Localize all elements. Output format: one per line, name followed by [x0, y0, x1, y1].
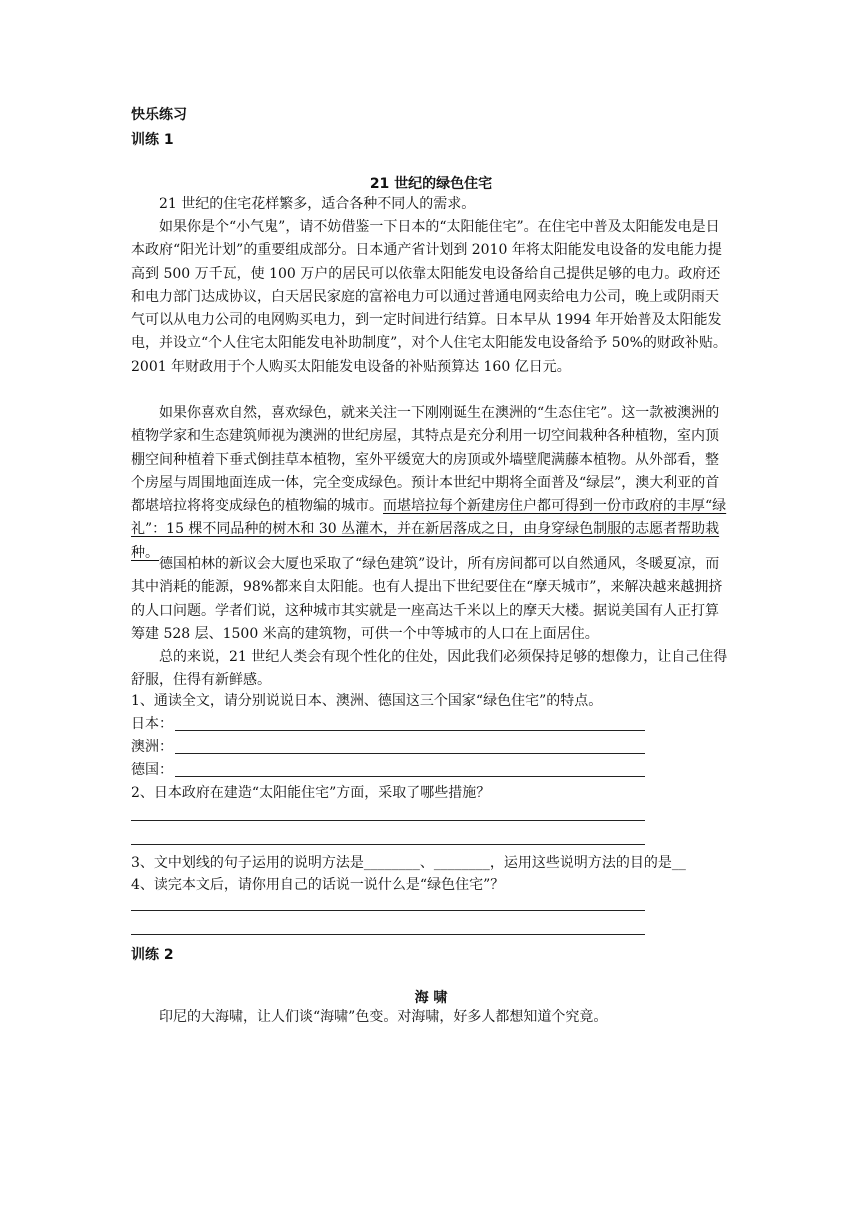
answer-row-australia [131, 736, 651, 759]
section-heading-practice: 快乐练习 [131, 107, 187, 123]
article-2-paragraph-1: 印尼的大海啸，让人们谈“海啸”色变。对海啸，好多人都想知道个究竟。 [159, 1009, 608, 1025]
section-heading-training-1: 训练 1 [131, 132, 174, 148]
answer-label-germany: 德国： [131, 762, 173, 778]
answer-label-japan: 日本： [131, 716, 173, 732]
paragraph-3-text: 如果你喜欢自然，喜欢绿色，就来关注一下刚刚诞生在澳洲的“生态住宅”。这一款被澳洲的植物学家和生态建筑师视为澳洲的世纪房屋，其特点是充分利用一切空间栽种各种植物，室内顶棚空间种植着下垂式倒挂草本植物，室外平缓宽大的房顶或外墙壁爬满藤本植物。从外部看，整个房屋与周围地面连成一体，完全变成绿色。预计本世纪中期将全面普及“绿层”，澳大利亚的首都堪培拉将将变成绿色的植物编的城市。 [131, 405, 720, 515]
article-paragraph-4: 德国柏林的新议会大厦也采取了“绿色建筑”设计，所有房间都可以自然通风，冬暖夏凉，而其中消耗的能源，98%都来自太阳能。也有人提出下世纪要住在“摩天城市”，来解决越来越拥挤的人口问题。学者们说，这种城市其实就是一座高达千米以上的摩天大楼。据说美国有人正打算筹建 528 层、1500 米高的建筑物，可供一个中等城市的人口在上面居住。 [131, 556, 723, 642]
question-2: 2、日本政府在建造“太阳能住宅”方面，采取了哪些措施？ [131, 785, 491, 801]
answer-line-germany[interactable] [175, 776, 645, 777]
answer-row-japan [131, 713, 651, 736]
answer-row-germany [131, 759, 651, 782]
answer-line-q2-2[interactable] [131, 844, 645, 845]
answer-label-australia: 澳洲： [131, 739, 173, 755]
underlined-sentence: 而堪培拉每个新建房住户都可得到一份市政府的丰厚“绿礼”：15 棵不同品种的树木和 30 丛灌木，并在新居落成之日，由身穿绿色制服的志愿者帮助栽种。 [131, 498, 727, 561]
answer-line-q4-1[interactable] [131, 910, 645, 911]
answer-line-q4-2[interactable] [131, 934, 645, 935]
article-2-title: 海 啸 [414, 990, 448, 1006]
article-paragraph-1: 21 世纪的住宅花样繁多，适合各种不同人的需求。 [159, 196, 476, 212]
answer-line-q2-1[interactable] [131, 820, 645, 821]
article-paragraph-2: 如果你是个“小气鬼”，请不妨借鉴一下日本的“太阳能住宅”。在住宅中普及太阳能发电是日本政府“阳光计划”的重要组成部分。日本通产省计划到 2010 年将太阳能发电设备的发电能力提高到 500 万千瓦，使 100 万户的居民可以依靠太阳能发电设备给自己提供足够的电力。政府还和电力部门达成协议，白天居民家庭的富裕电力可以通过普通电网卖给电力公司，晚上或阴雨天气可以从电力公司的电网购买电力，到一定时间进行结算。日本早从 1994 年开始普及太阳能发电，并设立“个人住宅太阳能发电补助制度”，对个人住宅太阳能发电设备给予 50%的财政补贴。2001 年财政用于个人购买太阳能发电设备的补贴预算达 160 亿日元。 [131, 219, 727, 375]
question-3: 3、文中划线的句子运用的说明方法是________、________，运用这些说明方法的目的是__ [131, 855, 686, 871]
section-heading-training-2: 训练 2 [131, 947, 174, 963]
article-paragraph-5: 总的来说，21 世纪人类会有现个性化的住处，因此我们必须保持足够的想像力，让自己住得舒服，住得有新鲜感。 [131, 649, 728, 689]
answer-line-australia[interactable] [175, 753, 645, 754]
question-1: 1、通读全文，请分别说说日本、澳洲、德国这三个国家“绿色住宅”的特点。 [131, 693, 603, 709]
article-paragraph-3 [131, 402, 731, 565]
answer-line-japan[interactable] [175, 730, 645, 731]
question-4: 4、读完本文后，请你用自己的话说一说什么是“绿色住宅”？ [131, 877, 505, 893]
article-title: 21 世纪的绿色住宅 [369, 176, 493, 192]
